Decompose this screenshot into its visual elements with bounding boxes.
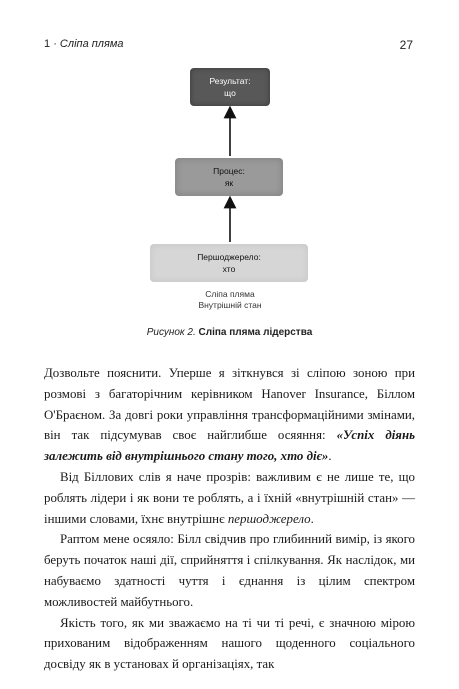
blind-spot-caption	[130, 289, 330, 311]
figure-title: Сліпа пляма лідерства	[198, 327, 313, 338]
chapter-separator: ·	[53, 38, 57, 50]
paragraph-end: .	[328, 449, 332, 464]
paragraph	[44, 363, 415, 467]
result-value: що	[224, 88, 236, 98]
chapter-number: 1	[44, 38, 51, 50]
source-label: Першоджерело:	[197, 252, 261, 262]
paragraph-text: Від Біллових слів я наче прозрів: важливим є не лише те, що роблять лідери і як вони те роблять, а і їхній «внутрішній стан» — іншими словами, їхнє внутрішнє	[44, 469, 415, 526]
blind-spot-label: Сліпа пляма	[205, 289, 255, 299]
result-box	[190, 68, 270, 106]
paragraph: Раптом мене осяяло: Білл свідчив про глибинний вимір, із якого беруть початок наші дії, сприйняття і спілкування. Як наслідок, ми набуваємо здатності чуття і єднання із цілим спектром можливостей майбутнього.	[44, 532, 415, 609]
body-text	[44, 363, 415, 675]
result-label: Результат:	[209, 76, 251, 86]
figure-caption	[0, 327, 459, 338]
emphasis-text: першоджерело	[227, 511, 311, 526]
quote-text: «Успіх діянь залежить від внутрішнього стану того, хто діє»	[44, 428, 415, 464]
chapter-title: Сліпа пляма	[59, 38, 124, 50]
page-number: 27	[399, 38, 413, 52]
paragraph-text: Дозвольте пояснити. Уперше я зіткнувся зі сліпою зоною при розмові з багаторічним керівником Hanover Insurance, Біллом О'Браєном. За довгі роки управління трансформаційними змінами, він так підсумував своє найглибше осяяння:	[44, 366, 415, 443]
process-value: як	[224, 178, 234, 188]
process-label: Процес:	[213, 166, 245, 176]
source-box	[150, 244, 308, 282]
paragraph	[44, 467, 415, 529]
paragraph: Якість того, як ми зважаємо на ті чи ті речі, є значною мірою прихованим відображенням нашого щоденного соціального досвіду як в установах й організаціях, так	[44, 615, 415, 672]
paragraph-end: .	[310, 511, 314, 526]
figure-number: Рисунок 2.	[146, 327, 196, 338]
process-box	[175, 158, 283, 196]
inner-state-label: Внутрішній стан	[198, 300, 262, 310]
leadership-blind-spot-diagram	[0, 0, 459, 330]
source-value: хто	[222, 264, 236, 274]
